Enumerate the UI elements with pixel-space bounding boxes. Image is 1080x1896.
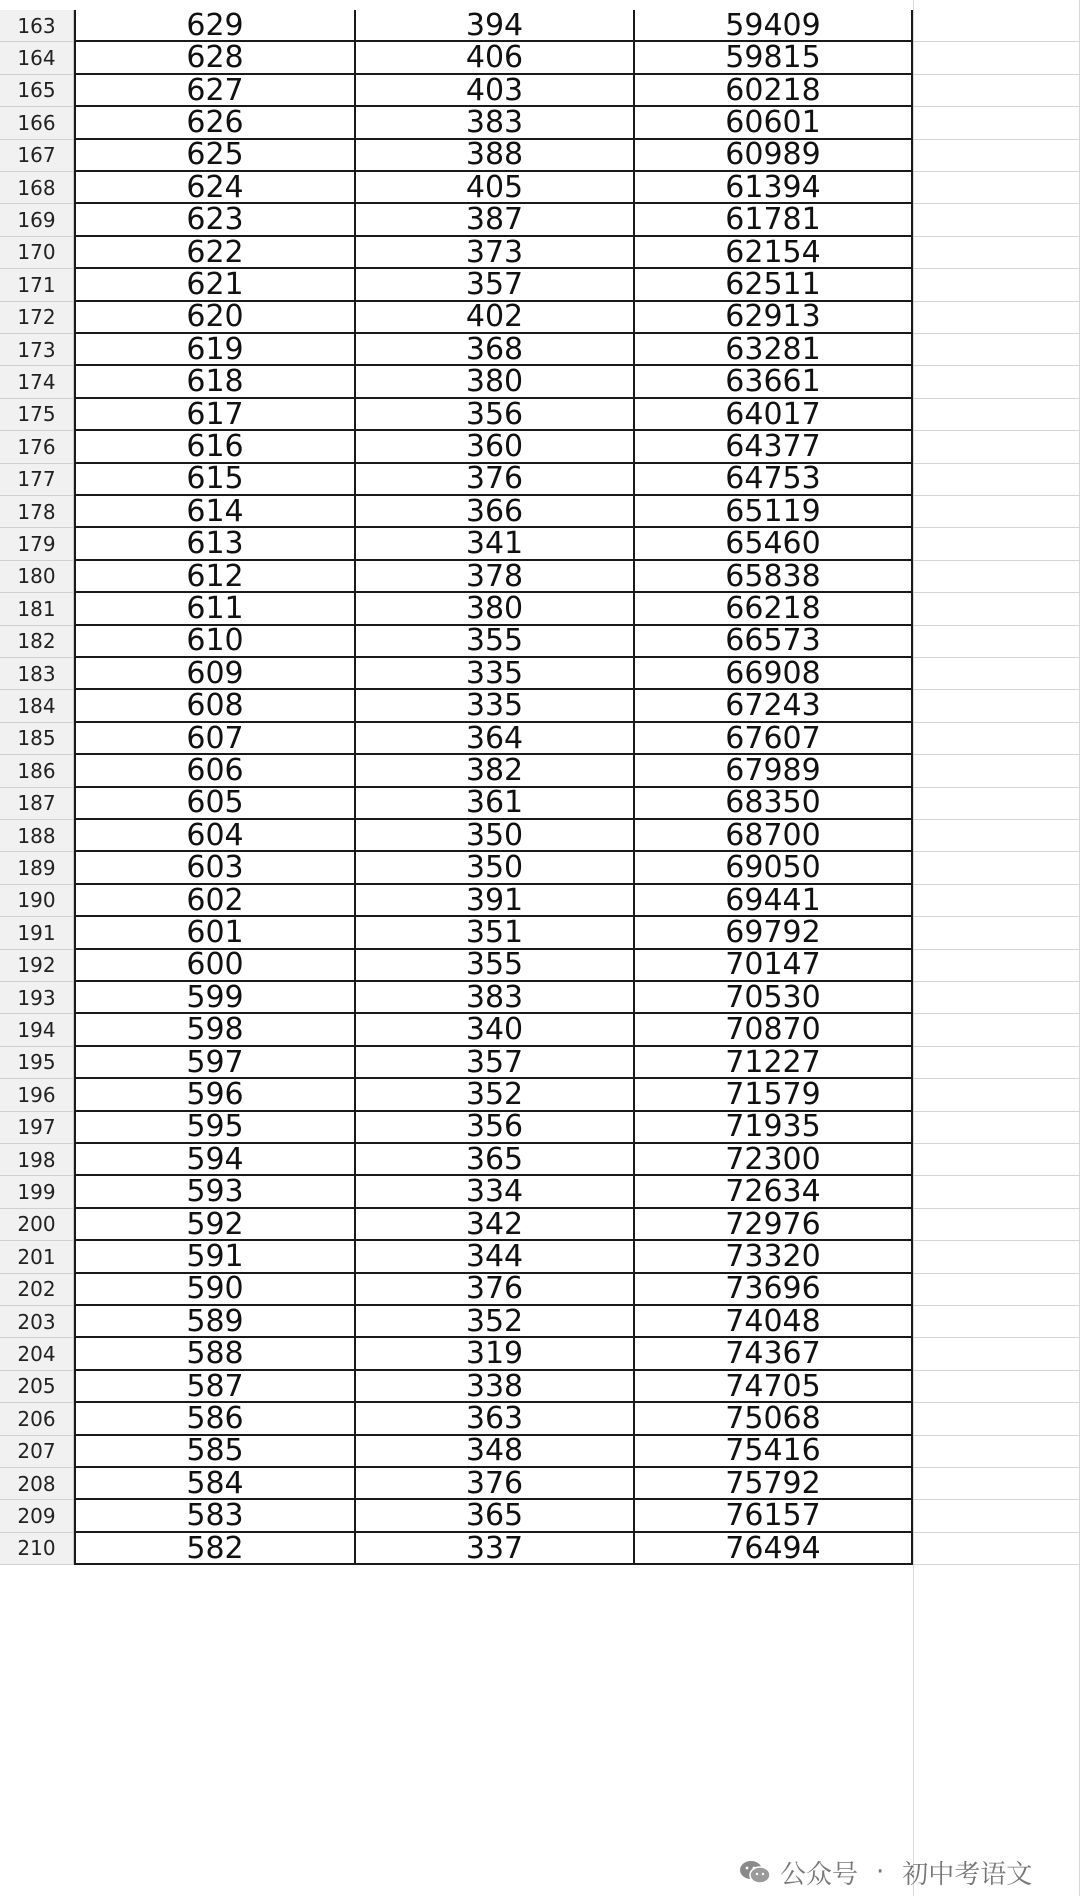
table-row [0,1433,1080,1469]
cumulative-cell[interactable]: 62913 [633,302,913,334]
table-row [0,299,1080,335]
row-header[interactable]: 187 [0,788,74,820]
empty-cell[interactable] [913,561,1080,593]
cumulative-cell[interactable]: 69050 [633,852,913,884]
row-header[interactable]: 166 [0,107,74,139]
count-cell[interactable]: 337 [354,1533,633,1565]
empty-cell[interactable] [913,431,1080,463]
row-header[interactable]: 202 [0,1274,74,1306]
cumulative-cell[interactable]: 71935 [633,1112,913,1144]
empty-cell[interactable] [913,1209,1080,1241]
count-cell[interactable]: 394 [354,10,633,42]
row-header[interactable]: 163 [0,10,74,42]
cumulative-cell[interactable]: 74705 [633,1371,913,1403]
count-cell[interactable]: 406 [354,42,633,74]
row-header[interactable]: 165 [0,75,74,107]
empty-cell[interactable] [913,885,1080,917]
score-cell[interactable]: 618 [74,366,354,398]
row-header[interactable]: 205 [0,1371,74,1403]
empty-cell[interactable] [913,1338,1080,1370]
cumulative-cell[interactable]: 59815 [633,42,913,74]
score-cell[interactable]: 610 [74,626,354,658]
row-header[interactable]: 191 [0,917,74,949]
score-cell[interactable]: 620 [74,302,354,334]
count-cell[interactable]: 378 [354,561,633,593]
count-cell[interactable]: 340 [354,1014,633,1046]
empty-cell[interactable] [913,1371,1080,1403]
row-header[interactable]: 169 [0,204,74,236]
cumulative-cell[interactable]: 60989 [633,140,913,172]
count-cell[interactable]: 383 [354,982,633,1014]
table-row [0,204,1080,236]
cumulative-cell[interactable]: 70147 [633,950,913,982]
cumulative-cell[interactable]: 76494 [633,1533,913,1565]
table-row [0,590,1080,626]
empty-cell[interactable] [913,1241,1080,1273]
count-cell[interactable]: 341 [354,528,633,560]
table-row [0,1238,1080,1274]
row-header[interactable]: 176 [0,431,74,463]
table-row [0,7,1080,43]
score-cell[interactable]: 585 [74,1436,354,1468]
empty-cell[interactable] [913,269,1080,301]
count-cell[interactable]: 338 [354,1371,633,1403]
table-row [0,1368,1080,1404]
count-cell[interactable]: 403 [354,75,633,107]
count-cell[interactable]: 388 [354,140,633,172]
cumulative-cell[interactable]: 59409 [633,10,913,42]
row-header[interactable]: 189 [0,852,74,884]
cumulative-cell[interactable]: 72300 [633,1144,913,1176]
empty-cell[interactable] [913,334,1080,366]
row-header[interactable]: 210 [0,1533,74,1565]
score-cell[interactable]: 597 [74,1047,354,1079]
row-header[interactable]: 171 [0,269,74,301]
count-cell[interactable]: 334 [354,1176,633,1208]
count-cell[interactable]: 391 [354,885,633,917]
row-header[interactable]: 182 [0,626,74,658]
cumulative-cell[interactable]: 71579 [633,1079,913,1111]
cumulative-cell[interactable]: 63281 [633,334,913,366]
count-cell[interactable]: 360 [354,431,633,463]
empty-cell[interactable] [913,366,1080,398]
empty-cell[interactable] [913,464,1080,496]
row-header[interactable]: 204 [0,1338,74,1370]
row-header[interactable]: 200 [0,1209,74,1241]
empty-cell[interactable] [913,1500,1080,1532]
empty-cell[interactable] [913,917,1080,949]
table-row [0,1141,1080,1177]
empty-cell[interactable] [913,496,1080,528]
empty-cell[interactable] [913,302,1080,334]
row-header[interactable]: 177 [0,464,74,496]
empty-cell[interactable] [913,75,1080,107]
table-row [0,623,1080,659]
row-header[interactable]: 181 [0,593,74,625]
empty-cell[interactable] [913,172,1080,204]
table-row [0,137,1080,173]
count-cell[interactable]: 365 [354,1500,633,1532]
table-row [0,366,1080,398]
count-cell[interactable]: 357 [354,269,633,301]
table-row [0,752,1080,788]
row-header[interactable]: 193 [0,982,74,1014]
table-row [0,720,1080,756]
score-cell[interactable]: 593 [74,1176,354,1208]
row-header[interactable]: 167 [0,140,74,172]
empty-cell[interactable] [913,690,1080,722]
count-cell[interactable]: 363 [354,1403,633,1435]
row-header[interactable]: 170 [0,237,74,269]
table-row [0,104,1080,140]
score-cell[interactable]: 599 [74,982,354,1014]
empty-cell[interactable] [913,1533,1080,1565]
score-cell[interactable]: 582 [74,1533,354,1565]
count-cell[interactable]: 376 [354,1274,633,1306]
count-cell[interactable]: 405 [354,172,633,204]
cumulative-cell[interactable]: 67243 [633,690,913,722]
score-cell[interactable]: 628 [74,42,354,74]
cumulative-cell[interactable]: 67989 [633,755,913,787]
score-cell[interactable]: 621 [74,269,354,301]
score-cell[interactable]: 615 [74,464,354,496]
row-header[interactable]: 172 [0,302,74,334]
table-row [0,690,1080,722]
score-cell[interactable]: 629 [74,10,354,42]
empty-cell[interactable] [913,982,1080,1014]
cumulative-cell[interactable]: 67607 [633,723,913,755]
table-row [0,1109,1080,1145]
table-row [0,1014,1080,1046]
row-header[interactable]: 168 [0,172,74,204]
table-row [0,528,1080,560]
score-cell[interactable]: 624 [74,172,354,204]
cumulative-cell[interactable]: 66573 [633,626,913,658]
row-header[interactable]: 192 [0,950,74,982]
score-cell[interactable]: 627 [74,75,354,107]
cumulative-cell[interactable]: 76157 [633,1500,913,1532]
score-cell[interactable]: 612 [74,561,354,593]
score-cell[interactable]: 622 [74,237,354,269]
empty-cell[interactable] [913,140,1080,172]
score-cell[interactable]: 601 [74,917,354,949]
count-cell[interactable]: 352 [354,1306,633,1338]
count-cell[interactable]: 355 [354,626,633,658]
cumulative-cell[interactable]: 64753 [633,464,913,496]
count-cell[interactable]: 364 [354,723,633,755]
cumulative-cell[interactable]: 74367 [633,1338,913,1370]
table-row [0,785,1080,821]
count-cell[interactable]: 368 [354,334,633,366]
score-cell[interactable]: 587 [74,1371,354,1403]
score-cell[interactable]: 614 [74,496,354,528]
count-cell[interactable]: 376 [354,464,633,496]
empty-cell[interactable] [913,1306,1080,1338]
empty-cell[interactable] [913,399,1080,431]
score-cell[interactable]: 583 [74,1500,354,1532]
row-header[interactable]: 209 [0,1500,74,1532]
table-row [0,558,1080,594]
score-cell[interactable]: 604 [74,820,354,852]
score-cell[interactable]: 594 [74,1144,354,1176]
empty-cell[interactable] [913,1403,1080,1435]
count-cell[interactable]: 352 [354,1079,633,1111]
watermark-prefix: 公众号 [780,1859,859,1890]
empty-cell[interactable] [913,1468,1080,1500]
row-header[interactable]: 199 [0,1176,74,1208]
table-row [0,42,1080,74]
empty-cell[interactable] [913,626,1080,658]
score-cell[interactable]: 586 [74,1403,354,1435]
empty-cell[interactable] [913,107,1080,139]
cumulative-cell[interactable]: 68350 [633,788,913,820]
row-header[interactable]: 201 [0,1241,74,1273]
score-cell[interactable]: 609 [74,658,354,690]
cumulative-cell[interactable]: 66218 [633,593,913,625]
cumulative-cell[interactable]: 65838 [633,561,913,593]
count-cell[interactable]: 350 [354,820,633,852]
cumulative-cell[interactable]: 66908 [633,658,913,690]
watermark-separator: · [876,1857,885,1887]
row-header[interactable]: 196 [0,1079,74,1111]
table-row [0,882,1080,918]
table-row [0,1500,1080,1532]
row-header[interactable]: 178 [0,496,74,528]
row-header[interactable]: 207 [0,1436,74,1468]
cumulative-cell[interactable]: 74048 [633,1306,913,1338]
count-cell[interactable]: 361 [354,788,633,820]
empty-cell[interactable] [913,1112,1080,1144]
table-row [0,817,1080,853]
cumulative-cell[interactable]: 72976 [633,1209,913,1241]
score-cell[interactable]: 613 [74,528,354,560]
score-cell[interactable]: 588 [74,1338,354,1370]
empty-cell[interactable] [913,1274,1080,1306]
cumulative-cell[interactable]: 64377 [633,431,913,463]
cumulative-cell[interactable]: 70870 [633,1014,913,1046]
row-header[interactable]: 180 [0,561,74,593]
table-row [0,331,1080,367]
empty-cell[interactable] [913,1436,1080,1468]
table-row [0,1044,1080,1080]
count-cell[interactable]: 380 [354,593,633,625]
cumulative-cell[interactable]: 75416 [633,1436,913,1468]
table-row [0,493,1080,529]
watermark [738,1852,1032,1892]
score-cell[interactable]: 607 [74,723,354,755]
table-row [0,979,1080,1015]
table-row [0,655,1080,691]
empty-cell[interactable] [913,1144,1080,1176]
count-cell[interactable]: 355 [354,950,633,982]
score-cell[interactable]: 619 [74,334,354,366]
score-cell[interactable]: 595 [74,1112,354,1144]
row-header[interactable]: 186 [0,755,74,787]
row-header[interactable]: 179 [0,528,74,560]
table-row [0,461,1080,497]
score-cell[interactable]: 611 [74,593,354,625]
row-header[interactable]: 183 [0,658,74,690]
row-header[interactable]: 198 [0,1144,74,1176]
score-cell[interactable]: 605 [74,788,354,820]
table-row [0,1530,1080,1566]
row-header[interactable]: 194 [0,1014,74,1046]
table-row [0,1271,1080,1307]
cumulative-cell[interactable]: 65460 [633,528,913,560]
row-header[interactable]: 203 [0,1306,74,1338]
row-header[interactable]: 206 [0,1403,74,1435]
table-row [0,169,1080,205]
cumulative-cell[interactable]: 62511 [633,269,913,301]
cumulative-cell[interactable]: 65119 [633,496,913,528]
score-cell[interactable]: 600 [74,950,354,982]
row-header[interactable]: 190 [0,885,74,917]
table-row [0,1303,1080,1339]
count-cell[interactable]: 402 [354,302,633,334]
row-header[interactable]: 164 [0,42,74,74]
wechat-icon [738,1859,772,1885]
count-cell[interactable]: 383 [354,107,633,139]
count-cell[interactable]: 356 [354,399,633,431]
score-cell[interactable]: 589 [74,1306,354,1338]
score-cell[interactable]: 623 [74,204,354,236]
row-header[interactable]: 175 [0,399,74,431]
count-cell[interactable]: 380 [354,366,633,398]
empty-cell[interactable] [913,528,1080,560]
cumulative-cell[interactable]: 75068 [633,1403,913,1435]
score-cell[interactable]: 616 [74,431,354,463]
cumulative-cell[interactable]: 60601 [633,107,913,139]
table-row [0,266,1080,302]
empty-cell[interactable] [913,852,1080,884]
count-cell[interactable]: 366 [354,496,633,528]
row-header[interactable]: 174 [0,366,74,398]
table-row [0,1076,1080,1112]
score-cell[interactable]: 596 [74,1079,354,1111]
empty-cell[interactable] [913,593,1080,625]
cumulative-cell[interactable]: 61394 [633,172,913,204]
table-row [0,852,1080,884]
table-row [0,1400,1080,1436]
empty-cell[interactable] [913,1047,1080,1079]
cumulative-cell[interactable]: 73696 [633,1274,913,1306]
row-header[interactable]: 185 [0,723,74,755]
table-row [0,1465,1080,1501]
score-cell[interactable]: 592 [74,1209,354,1241]
row-header[interactable]: 208 [0,1468,74,1500]
cumulative-cell[interactable]: 69792 [633,917,913,949]
empty-cell[interactable] [913,950,1080,982]
empty-cell[interactable] [913,42,1080,74]
count-cell[interactable]: 365 [354,1144,633,1176]
score-cell[interactable]: 591 [74,1241,354,1273]
count-cell[interactable]: 357 [354,1047,633,1079]
cumulative-cell[interactable]: 70530 [633,982,913,1014]
cumulative-cell[interactable]: 69441 [633,885,913,917]
row-header[interactable]: 173 [0,334,74,366]
score-cell[interactable]: 602 [74,885,354,917]
table-row [0,396,1080,432]
empty-cell[interactable] [913,237,1080,269]
cumulative-cell[interactable]: 62154 [633,237,913,269]
empty-cell[interactable] [913,1176,1080,1208]
cumulative-cell[interactable]: 72634 [633,1176,913,1208]
score-cell[interactable]: 626 [74,107,354,139]
table-row [0,1176,1080,1208]
count-cell[interactable]: 376 [354,1468,633,1500]
cumulative-cell[interactable]: 71227 [633,1047,913,1079]
count-cell[interactable]: 319 [354,1338,633,1370]
empty-cell[interactable] [913,1014,1080,1046]
count-cell[interactable]: 350 [354,852,633,884]
score-cell[interactable]: 606 [74,755,354,787]
count-cell[interactable]: 335 [354,658,633,690]
table-row [0,914,1080,950]
empty-cell[interactable] [913,10,1080,42]
table-row [0,428,1080,464]
empty-cell[interactable] [913,755,1080,787]
row-header[interactable]: 197 [0,1112,74,1144]
score-cell[interactable]: 584 [74,1468,354,1500]
count-cell[interactable]: 373 [354,237,633,269]
count-cell[interactable]: 356 [354,1112,633,1144]
watermark-account: 初中考语文 [902,1859,1033,1890]
cumulative-cell[interactable]: 61781 [633,204,913,236]
score-cell[interactable]: 617 [74,399,354,431]
score-cell[interactable]: 603 [74,852,354,884]
empty-cell[interactable] [913,723,1080,755]
cumulative-cell[interactable]: 60218 [633,75,913,107]
empty-cell[interactable] [913,788,1080,820]
score-cell[interactable]: 598 [74,1014,354,1046]
cumulative-cell[interactable]: 75792 [633,1468,913,1500]
row-header[interactable]: 184 [0,690,74,722]
cumulative-cell[interactable]: 73320 [633,1241,913,1273]
cumulative-cell[interactable]: 68700 [633,820,913,852]
row-header[interactable]: 195 [0,1047,74,1079]
empty-cell[interactable] [913,1079,1080,1111]
table-row [0,1338,1080,1370]
empty-cell[interactable] [913,658,1080,690]
count-cell[interactable]: 382 [354,755,633,787]
cumulative-cell[interactable]: 64017 [633,399,913,431]
empty-cell[interactable] [913,204,1080,236]
score-cell[interactable]: 608 [74,690,354,722]
table-row [0,947,1080,983]
table-row [0,72,1080,108]
table-row [0,234,1080,270]
score-cell[interactable]: 625 [74,140,354,172]
count-cell[interactable]: 348 [354,1436,633,1468]
count-cell[interactable]: 387 [354,204,633,236]
count-cell[interactable]: 335 [354,690,633,722]
count-cell[interactable]: 351 [354,917,633,949]
score-cell[interactable]: 590 [74,1274,354,1306]
count-cell[interactable]: 344 [354,1241,633,1273]
empty-cell[interactable] [913,820,1080,852]
row-header[interactable]: 188 [0,820,74,852]
count-cell[interactable]: 342 [354,1209,633,1241]
cumulative-cell[interactable]: 63661 [633,366,913,398]
table-row [0,1206,1080,1242]
